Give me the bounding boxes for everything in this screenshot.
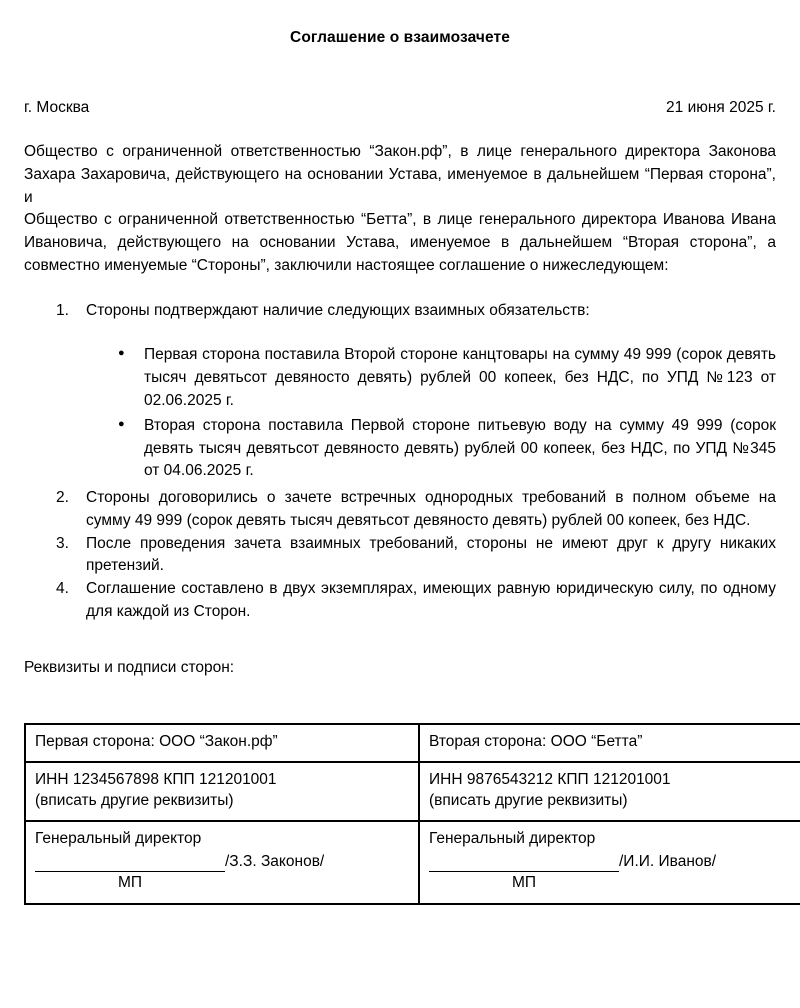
signature-rule-icon	[35, 857, 225, 872]
obligation-bullet-list	[86, 344, 776, 483]
party-two-signature-line	[429, 852, 800, 872]
cell-party-one-name: Первая сторона: ООО “Закон.рф”	[25, 724, 419, 762]
preamble-party-one: Общество с ограниченной ответственностью “Закон.рф”, в лице генерального директора Законова Захара Захаровича, действующего на основании Устава, именуемое в дальнейшем “Первая сторона”, и	[24, 142, 776, 206]
clause-item-2	[86, 487, 776, 533]
table-row-parties	[25, 724, 800, 762]
party-one-signer-name: /З.З. Законов/	[225, 852, 325, 870]
page-title: Соглашение о взаимозачете	[290, 29, 510, 46]
signature-rule-icon	[429, 857, 619, 872]
party-two-other-requisites: (вписать другие реквизиты)	[429, 791, 628, 809]
clause-item-1	[86, 300, 776, 483]
table-row-requisites	[25, 762, 800, 821]
clause-list	[24, 300, 776, 624]
party-two-stamp-label: МП	[511, 874, 537, 892]
party-one-stamp-label: МП	[117, 874, 143, 892]
party-two-role: Генеральный директор	[429, 830, 596, 848]
preamble-party-two: Общество с ограниченной ответственностью “Бетта”, в лице генерального директора Иванова Ивана Ивановича, действующего на основании Устава, именуемое в дальнейшем “Вторая сторона”, а совместно именуемые “Стороны”, заключили настоящее соглашение о нижеследующем:	[24, 211, 776, 274]
date-label: 21 июня 2025 г.	[666, 98, 776, 116]
obligation-bullet-1: ● Первая сторона поставила Второй стороне канцтовары на сумму 49 999 (сорок девять тысяч девятьсот девяносто девять) рублей 00 копеек, без НДС, по УПД №123 от 02.06.2025 г.	[144, 344, 776, 412]
place-and-date-line	[24, 98, 776, 117]
table-row-signatures	[25, 821, 800, 903]
party-one-inn-kpp: ИНН 1234567898 КПП 121201001	[35, 771, 277, 789]
cell-party-one-requisites	[25, 762, 419, 821]
requisites-caption: Реквизиты и подписи сторон:	[24, 658, 235, 676]
signature-table	[24, 723, 800, 905]
clause-text-2: Стороны договорились о зачете встречных однородных требований в полном объеме на сумму 49 999 (сорок девять тысяч девятьсот девяносто девять) рублей 00 копеек, без НДС.	[86, 489, 776, 529]
clause-text-3: После проведения зачета взаимных требований, стороны не имеют друг к другу никаких претензий.	[86, 534, 776, 575]
cell-party-one-signature	[25, 821, 419, 903]
clause-text-1: Стороны подтверждают наличие следующих взаимных обязательств:	[86, 301, 590, 319]
city-label: г. Москва	[24, 98, 90, 116]
party-two-inn-kpp: ИНН 9876543212 КПП 121201001	[429, 771, 671, 789]
cell-party-two-name: Вторая сторона: ООО “Бетта”	[419, 724, 800, 762]
cell-party-two-signature	[419, 821, 800, 903]
party-one-signature-line	[35, 852, 409, 872]
party-one-role: Генеральный директор	[35, 830, 202, 848]
clause-item-4	[86, 578, 776, 624]
clause-text-4: Соглашение составлено в двух экземплярах, имеющих равную юридическую силу, по одному для каждой из Сторон.	[86, 580, 776, 621]
obligation-bullet-2: ● Вторая сторона поставила Первой стороне питьевую воду на сумму 49 999 (сорок девять тысяч девятьсот девяносто девять) рублей 00 копеек, без НДС, по УПД №345 от 04.06.2025 г.	[144, 415, 776, 483]
party-two-signer-name: /И.И. Иванов/	[619, 852, 717, 870]
cell-party-two-requisites	[419, 762, 800, 821]
party-one-other-requisites: (вписать другие реквизиты)	[35, 791, 234, 809]
clause-item-3	[86, 533, 776, 579]
